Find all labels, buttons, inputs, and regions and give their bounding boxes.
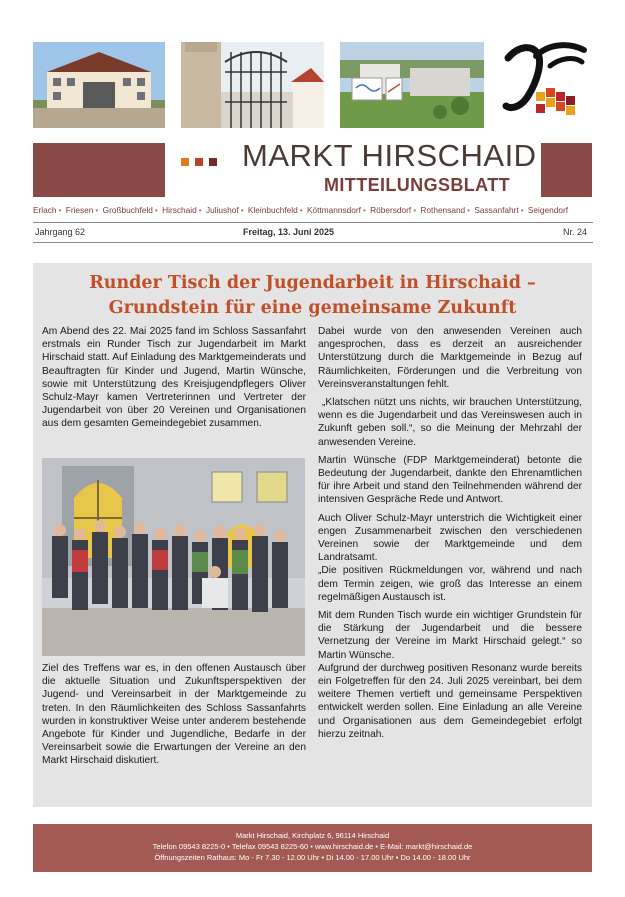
village-item: Kleinbuchfeld — [247, 205, 298, 215]
newsletter-title: MARKT HIRSCHAID — [242, 138, 537, 173]
article-right-column — [318, 325, 582, 746]
paragraph: Am Abend des 22. Mai 2025 fand im Schloss Sassanfahrt erstmals ein Runder Tisch zur Jugendarbeit im Markt Hirschaid statt. Auf Einladung des Marktgemeinderats und Beauftragten für Kinder und Jugend, Martin Wünsche, sowie mit Unterstützung des Kreisjugendpflegers Oliver Schulz-Mayr kamen Vertreterinnen und Vertreter der Jugendarbeit von über 20 Vereinen und Organisationen aus dem gesamten Gemeindegebiet zusammen. — [42, 326, 306, 430]
village-list: Erlach • Friesen • Großbuchfeld • Hirschaid • Juliushof • Kleinbuchfeld • Köttmannsdorf • Röbersdorf • Rothensand • Sassanfahrt • Seigendorf — [33, 205, 569, 215]
issue-rule-top — [33, 222, 593, 223]
village-item: Sassanfahrt — [474, 205, 519, 215]
village-item: Köttmannsdorf — [306, 205, 361, 215]
issue-volume: Jahrgang 62 — [35, 227, 86, 237]
village-item: Friesen — [65, 205, 94, 215]
hirschaid-logo — [498, 40, 593, 120]
contact-footer — [33, 824, 592, 872]
town-hall-photo — [33, 42, 165, 128]
paragraph: Dabei wurde von den anwesenden Vereinen auch angesprochen, dass es derzeit an ausreichender Unterstützung durch die Marktgemeinde in Bezug auf Räumlichkeiten, Förderungen und die Verbreitung von Vereinsveranstaltungen fehlt. — [318, 326, 582, 390]
village-item: Juliushof — [205, 205, 239, 215]
issue-date: Freitag, 13. Juni 2025 — [243, 227, 335, 237]
headline-line-1: Runder Tisch der Jugendarbeit in Hirschaid – — [89, 273, 536, 293]
village-item: Seigendorf — [527, 205, 569, 215]
newsletter-subtitle: MITTEILUNGSBLATT — [324, 175, 511, 195]
paragraph: Martin Wünsche (FDP Marktgemeinderat) betonte die Bedeutung der Jugendarbeit, dankte den Ehrenamtlichen für ihre Arbeit und stand den Teilnehmenden während der intensiven Gespräche Rede und Antwort. — [318, 454, 582, 506]
issue-number: Nr. 24 — [563, 227, 588, 237]
town-aerial-photo — [340, 42, 484, 128]
village-item: Erlach — [33, 205, 57, 215]
paragraph: „Die positiven Rückmeldungen vor, während und nach dem Termin zeigen, wie groß das Interesse an einem regelmäßigen Austausch ist. — [318, 565, 582, 603]
footer-opening-hours: Öffnungszeiten Rathaus: Mo - Fr 7.30 - 12.00 Uhr • Di 14.00 - 17.00 Uhr • Do 14.00 - 18.00 Uhr — [154, 853, 471, 862]
village-item: Großbuchfeld — [102, 205, 153, 215]
paragraph: Auch Oliver Schulz-Mayr unterstrich die Wichtigkeit einer engen Zusammenarbeit zwischen den verschiedenen Vereinen sowie der Marktgemeinde und dem Landratsamt. — [318, 512, 582, 564]
paragraph: „Klatschen nützt uns nichts, wir brauchen Unterstützung, wenn es die Jugendarbeit und das Vereinswesen auch in Zukunft geben soll.“, so die Meinung der Mehrzahl der anwesenden Vereine. — [318, 397, 582, 448]
village-item: Rothensand — [420, 205, 466, 215]
castle-gate-photo — [181, 42, 324, 128]
masthead-accent-squares — [181, 153, 223, 171]
headline-line-2: Grundstein für eine gemeinsame Zukunft — [108, 298, 517, 318]
paragraph: Aufgrund der durchweg positiven Resonanz wurde bereits ein Folgetreffen für den 24. Juli 2025 vereinbart, bei dem weitere Themen vertieft und gemeinsame Perspektiven entwickelt werden sollen. Eine Einladung an alle Vereine und Organisationen aus dem Gemeindegebiet erfolgt hierzu zeitnah. — [318, 662, 582, 740]
article-headline — [33, 271, 592, 321]
footer-address: Markt Hirschaid, Kirchplatz 6, 96114 Hirschaid — [235, 831, 390, 840]
masthead-right-block — [541, 143, 592, 197]
paragraph: Mit dem Runden Tisch wurde ein wichtiger Grundstein für die Stärkung der Jugendarbeit und die bessere Vernetzung der Vereine im Markt Hirschaid gelegt.“ so Martin Wünsche. — [318, 610, 582, 661]
masthead-left-block — [33, 143, 165, 197]
article-left-continued — [42, 662, 306, 773]
footer-contact: Telefon 09543 8225-0 • Telefax 09543 8225-60 • www.hirschaid.de • E-Mail: markt@hirschaid.de — [152, 842, 473, 851]
article-box — [33, 263, 592, 807]
paragraph: Ziel des Treffens war es, in den offenen Austausch über die aktuelle Situation und Zukunftsperspektiven der Jugend- und Vereinsarbeit in der Marktgemeinde zu treten. In den Räumlichkeiten des Schloss Sassanfahrts wurden in konstruktiver Weise unter anderem bestehende Angebote für Kinder und Jugendliche, Bedarfe in der Vereinsarbeit sowie die Erwartungen der Vereine an den Markt Hirschaid diskutiert. — [42, 663, 306, 767]
issue-rule-bottom — [33, 242, 593, 243]
article-left-intro — [42, 325, 306, 436]
village-item: Hirschaid — [162, 205, 197, 215]
group-photo — [42, 458, 305, 656]
village-item: Röbersdorf — [370, 205, 412, 215]
